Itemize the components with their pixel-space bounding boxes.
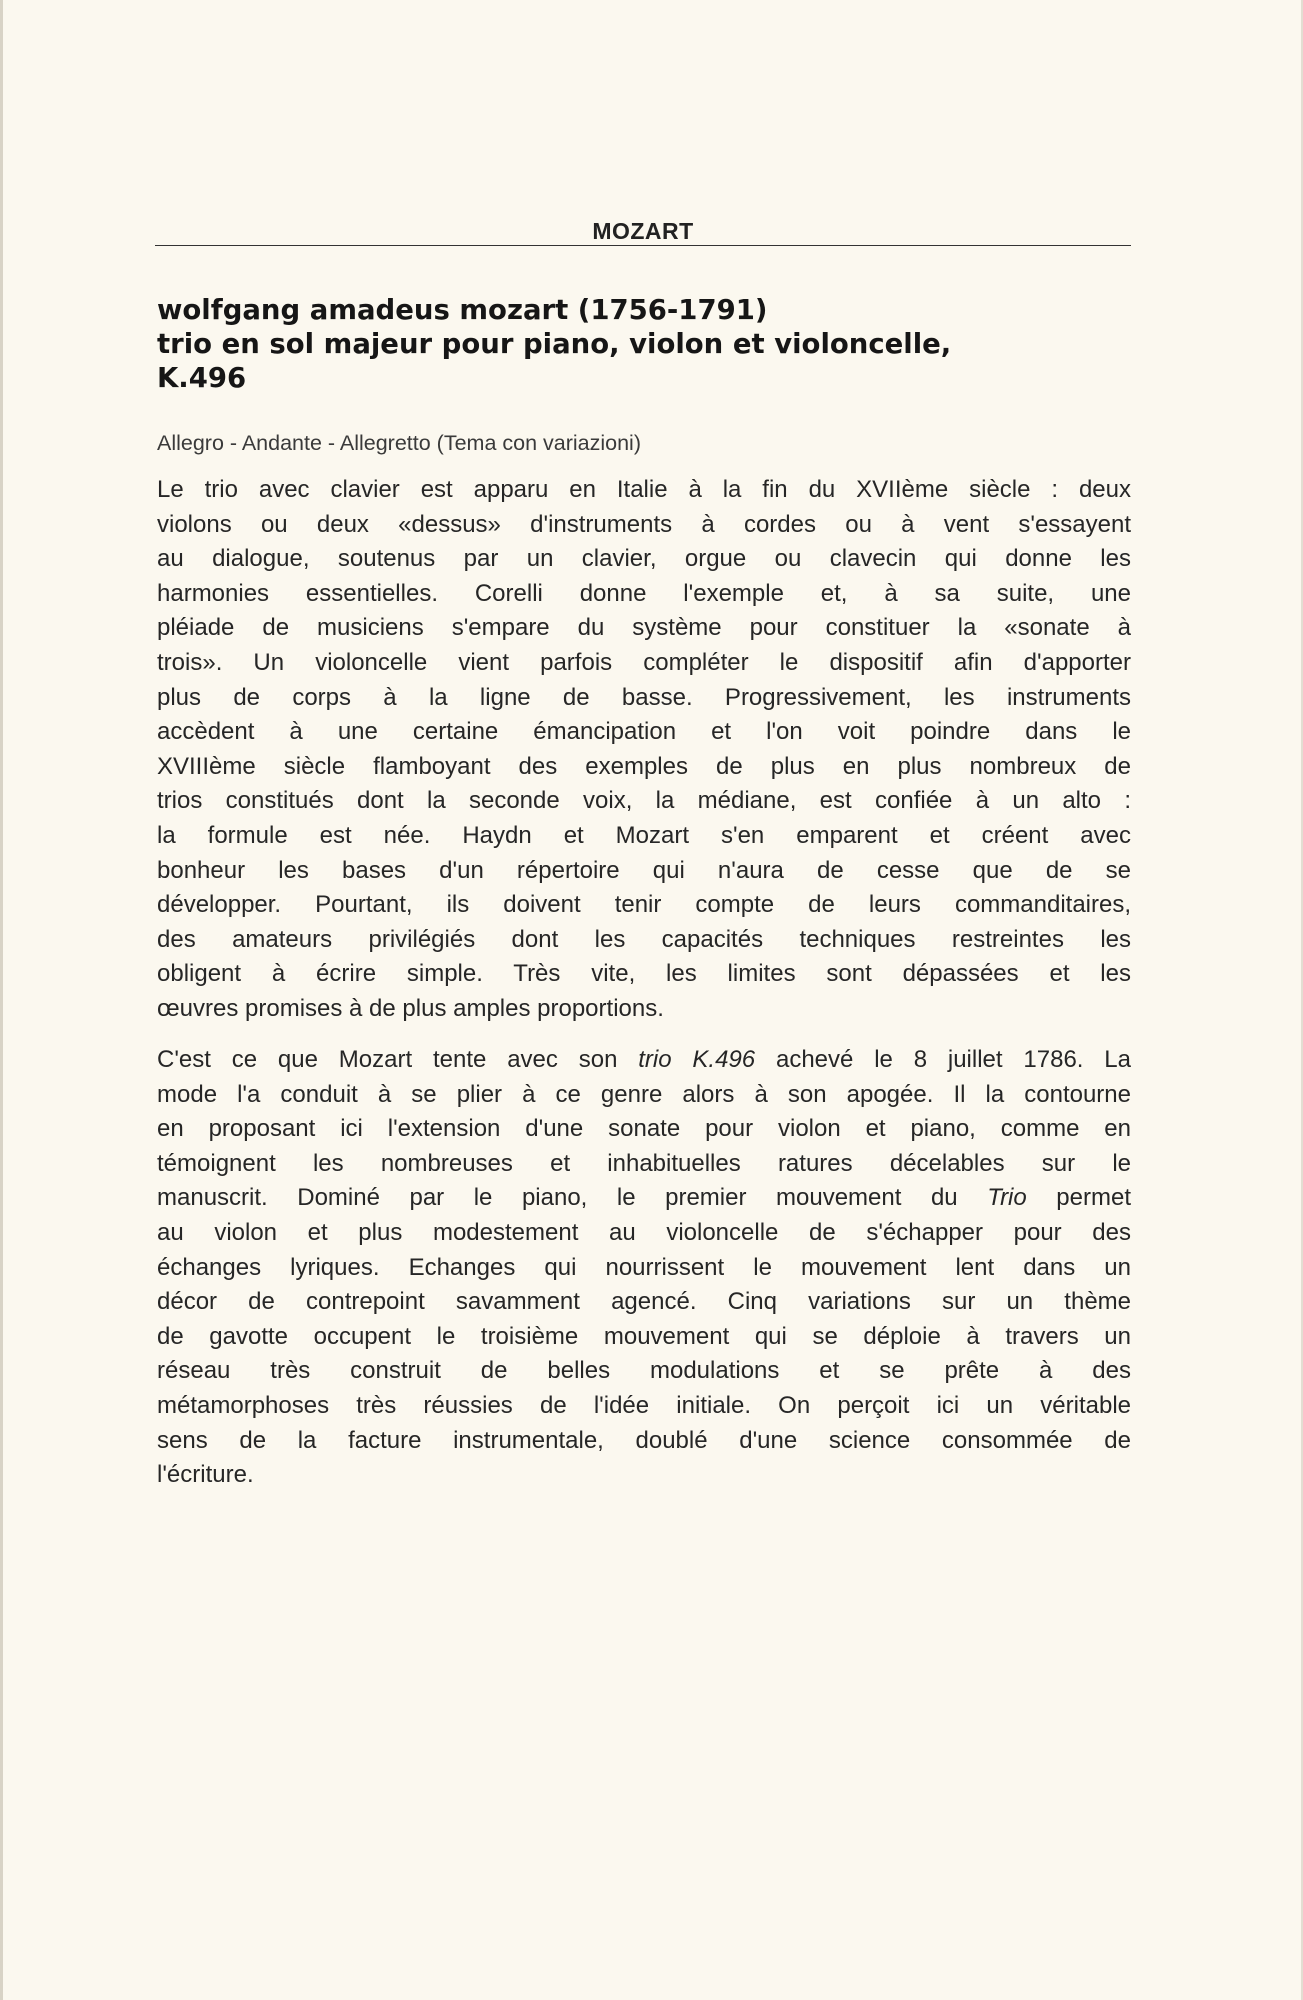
text-line: trois». Un violoncelle vient parfois compléter le dispositif afin d'apporter xyxy=(157,648,1131,676)
text-run: permet xyxy=(1026,1184,1131,1212)
title-composer-line: wolfgang amadeus mozart (1756-1791) xyxy=(157,294,768,326)
text-line xyxy=(157,1043,1131,1078)
text-line: métamorphoses très réussies de l'idée initiale. On perçoit ici un véritable xyxy=(157,1391,1131,1419)
text-line: trios constitués dont la seconde voix, la médiane, est confiée à un alto : xyxy=(157,787,1131,815)
text-line: témoignent les nombreuses et inhabituelles ratures décelables sur le xyxy=(157,1149,1131,1177)
paragraph-1 xyxy=(157,473,1131,1027)
text-line: sens de la facture instrumentale, doublé d'une science consommée de xyxy=(157,1426,1131,1454)
header-rule xyxy=(155,245,1131,246)
text-line: l'écriture. xyxy=(157,1461,254,1489)
text-line: violons ou deux «dessus» d'instruments à cordes ou à vent s'essayent xyxy=(157,510,1131,538)
text-line: bonheur les bases d'un répertoire qui n'aura de cesse que de se xyxy=(157,856,1131,884)
text-line: échanges lyriques. Echanges qui nourrissent le mouvement lent dans un xyxy=(157,1253,1131,1281)
text-line: mode l'a conduit à se plier à ce genre alors à son apogée. Il la contourne xyxy=(157,1080,1131,1108)
text-line: obligent à écrire simple. Très vite, les limites sont dépassées et les xyxy=(157,960,1131,988)
text-line: XVIIIème siècle flamboyant des exemples de plus en plus nombreux de xyxy=(157,752,1131,780)
text-line: développer. Pourtant, ils doivent tenir compte de leurs commanditaires, xyxy=(157,891,1131,919)
text-line: Le trio avec clavier est apparu en Italie à la fin du XVIIème siècle : deux xyxy=(157,476,1131,503)
text-line: décor de contrepoint savamment agencé. Cinq variations sur un thème xyxy=(157,1288,1131,1316)
title-catalogue-line: K.496 xyxy=(157,362,247,394)
text-line: accèdent à une certaine émancipation et l'on voit poindre dans le xyxy=(157,718,1131,746)
paragraph-2 xyxy=(157,1043,1131,1493)
piece-title xyxy=(157,293,1137,395)
work-reference: Trio xyxy=(987,1184,1027,1212)
text-line: harmonies essentielles. Corelli donne l'exemple et, à sa suite, une xyxy=(157,579,1131,607)
text-line: la formule est née. Haydn et Mozart s'en emparent et créent avec xyxy=(157,821,1131,849)
text-line xyxy=(157,1181,1131,1216)
text-line: en proposant ici l'extension d'une sonate pour violon et piano, comme en xyxy=(157,1115,1131,1143)
text-line: plus de corps à la ligne de basse. Progressivement, les instruments xyxy=(157,683,1131,711)
text-line: des amateurs privilégiés dont les capacités techniques restreintes les xyxy=(157,925,1131,953)
text-run: achevé le 8 juillet 1786. La xyxy=(755,1046,1131,1073)
text-run: C'est ce que Mozart tente avec son xyxy=(157,1046,639,1073)
text-run: manuscrit. Dominé par le piano, le premier mouvement du xyxy=(157,1184,988,1212)
text-line: pléiade de musiciens s'empare du système pour constituer la «sonate à xyxy=(157,614,1131,642)
text-line: œuvres promises à de plus amples proportions. xyxy=(157,994,664,1022)
running-head: MOZART xyxy=(592,218,694,244)
text-line: réseau très construit de belles modulations et se prête à des xyxy=(157,1357,1131,1385)
text-line: au dialogue, soutenus par un clavier, orgue ou clavecin qui donne les xyxy=(157,545,1131,573)
work-reference: trio K.496 xyxy=(638,1046,756,1073)
movements-list: Allegro - Andante - Allegretto (Tema con variazioni) xyxy=(157,431,641,455)
title-work-line: trio en sol majeur pour piano, violon et violoncelle, xyxy=(157,328,952,360)
text-line: de gavotte occupent le troisième mouvement qui se déploie à travers un xyxy=(157,1322,1131,1350)
text-line: au violon et plus modestement au violoncelle de s'échapper pour des xyxy=(157,1218,1131,1246)
